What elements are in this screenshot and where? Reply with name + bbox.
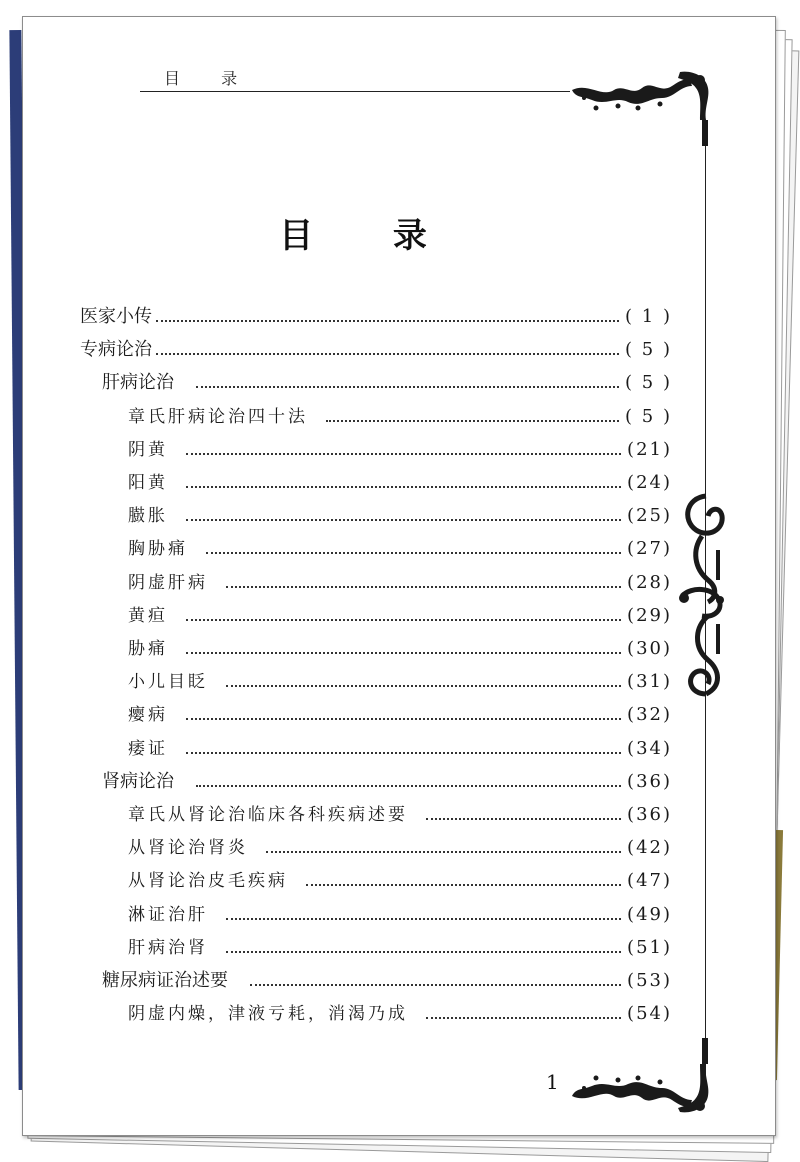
toc-entry: [128, 800, 672, 830]
toc-entry: [128, 402, 672, 432]
dot-leader: [186, 752, 621, 754]
toc-entry-title: 臌胀: [128, 506, 168, 527]
dot-leader: [186, 718, 621, 720]
toc-entry-page: (28): [627, 571, 672, 593]
toc-entry-page: ( 5 ): [625, 339, 672, 361]
toc-entry: [128, 700, 672, 730]
toc-entry: [128, 833, 672, 863]
toc-entry: [128, 534, 672, 564]
dot-leader: [266, 851, 621, 853]
toc-entry-page: (30): [627, 638, 672, 659]
dot-leader: [186, 486, 621, 488]
dot-leader: [426, 818, 621, 820]
toc-entry: [102, 767, 672, 797]
dot-leader: [426, 1017, 621, 1019]
toc-entry-title: 从肾论治肾炎: [128, 838, 248, 859]
toc-entry-page: (47): [627, 870, 672, 892]
toc-entry-title: 胸胁痛: [128, 539, 188, 560]
toc-entry: [80, 335, 672, 365]
toc-entry-title: 胁痛: [128, 639, 168, 659]
dot-leader: [326, 420, 619, 422]
toc-entry: [128, 634, 672, 664]
toc-entry-page: (24): [627, 472, 672, 493]
page-number: 1: [546, 1070, 559, 1094]
toc-entry-page: (21): [627, 438, 672, 460]
toc-entry-title: 章氏从肾论治临床各科疾病述要: [128, 805, 408, 825]
toc-entry-page: (25): [627, 505, 672, 527]
toc-entry-title: 阴黄: [128, 439, 168, 460]
toc-entry: [102, 368, 672, 398]
toc-entry-page: (34): [627, 737, 672, 759]
dot-leader: [186, 619, 621, 621]
toc-entry-title: 阴虚内燥，津液亏耗，消渴乃成: [128, 1004, 408, 1025]
toc-entry: [128, 568, 672, 598]
dot-leader: [156, 353, 619, 355]
toc-entry-title: 专病论治: [80, 339, 152, 361]
toc-entry-page: (51): [627, 936, 672, 958]
toc-entry-page: (54): [627, 1003, 672, 1025]
toc-entry-title: 痿证: [128, 738, 168, 759]
toc-entry-title: 医家小传: [80, 306, 152, 327]
dot-leader: [186, 652, 621, 654]
toc-entry-page: (29): [627, 604, 672, 626]
toc-entry-page: (49): [627, 903, 672, 925]
running-head: 目 录: [164, 69, 256, 88]
toc-entry-title: 黄疸: [128, 605, 168, 626]
dot-leader: [226, 951, 621, 953]
toc-entry: [128, 501, 672, 531]
toc-entry-page: (36): [627, 804, 672, 825]
toc-entry-title: 糖尿病证治述要: [102, 970, 228, 991]
toc-entry-page: (27): [627, 538, 672, 560]
toc-entry: [128, 900, 672, 930]
toc-entry-page: (32): [627, 704, 672, 726]
toc-entry-page: (36): [627, 770, 672, 792]
dot-leader: [186, 519, 621, 521]
toc-entry-title: 小儿目眨: [128, 672, 208, 693]
toc-entry: [128, 468, 672, 498]
toc-entry-page: ( 5 ): [625, 372, 672, 394]
toc-entry: [128, 601, 672, 631]
toc-entry: [128, 734, 672, 764]
toc-entry-title: 章氏肝病论治四十法: [128, 406, 308, 427]
toc-entry: [128, 667, 672, 697]
dot-leader: [226, 918, 621, 920]
toc-entry-page: ( 5 ): [625, 405, 672, 427]
toc-entry-page: ( 1 ): [625, 306, 672, 327]
toc-entry-page: (42): [627, 837, 672, 859]
dot-leader: [186, 453, 621, 455]
dot-leader: [206, 552, 621, 554]
dot-leader: [226, 586, 621, 588]
toc-entry-title: 从肾论治皮毛疾病: [128, 871, 288, 892]
dot-leader: [226, 685, 621, 687]
toc-entry: [128, 435, 672, 465]
toc-entry: [128, 933, 672, 963]
toc-entry: [80, 302, 672, 332]
toc-entry-title: 肝病论治: [102, 372, 174, 394]
dot-leader: [156, 320, 619, 322]
toc-entry-page: (31): [627, 671, 672, 693]
toc-title: 目 录: [279, 216, 461, 256]
toc-entry: [128, 999, 672, 1029]
dot-leader: [196, 386, 619, 388]
toc-entry-title: 瘿病: [128, 705, 168, 726]
toc-entry-title: 阳黄: [128, 473, 168, 493]
dot-leader: [306, 884, 621, 886]
dot-leader: [196, 785, 621, 787]
toc-entry-page: (53): [627, 970, 672, 991]
toc-entry-title: 淋证治肝: [128, 904, 208, 925]
toc-entry-title: 肝病治肾: [128, 937, 208, 958]
toc-entry-title: 肾病论治: [102, 770, 174, 792]
toc-entry: [128, 866, 672, 896]
toc-entry: [102, 966, 672, 996]
toc-entry-title: 阴虚肝病: [128, 572, 208, 593]
dot-leader: [250, 984, 621, 986]
